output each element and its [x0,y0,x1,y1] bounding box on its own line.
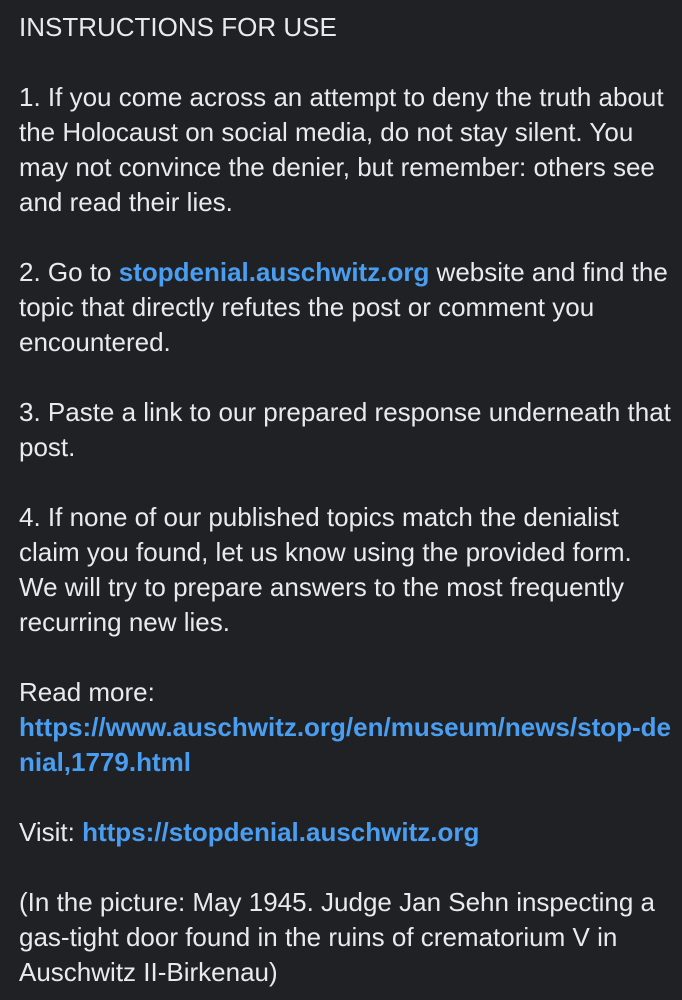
heading-text: INSTRUCTIONS FOR USE [19,12,337,42]
read-more [19,675,672,780]
visit-link[interactable]: https://stopdenial.auschwitz.org [82,817,480,847]
visit-label: Visit: [19,817,83,847]
step-3 [19,395,672,465]
stopdenial-link[interactable]: stopdenial.auschwitz.org [118,257,430,287]
step-2-text-before: 2. Go to [19,257,119,287]
heading [19,10,672,45]
visit [19,815,672,850]
read-more-label: Read more: [19,677,155,707]
step-2-text-after: website and find the topic that directly refutes the post or comment you encountered. [19,257,668,357]
step-1-text: 1. If you come across an attempt to deny the truth about the Holocaust on social media, do not stay silent. You may not convince the denier, but remember: others see and read their lies. [19,82,664,217]
step-4 [19,500,672,640]
step-3-text: 3. Paste a link to our prepared response underneath that post. [19,397,671,462]
step-4-text: 4. If none of our published topics match the denialist claim you found, let us know using the provided form. We will try to prepare answers to the most frequently recurring new lies. [19,502,632,637]
caption [19,885,672,990]
read-more-link[interactable]: https://www.auschwitz.org/en/museum/news/stop-denial,1779.html [19,712,671,777]
step-1 [19,80,672,220]
caption-text: (In the picture: May 1945. Judge Jan Sehn inspecting a gas-tight door found in the ruins of crematorium V in Auschwitz II-Birkenau) [19,887,655,987]
step-2 [19,255,672,360]
